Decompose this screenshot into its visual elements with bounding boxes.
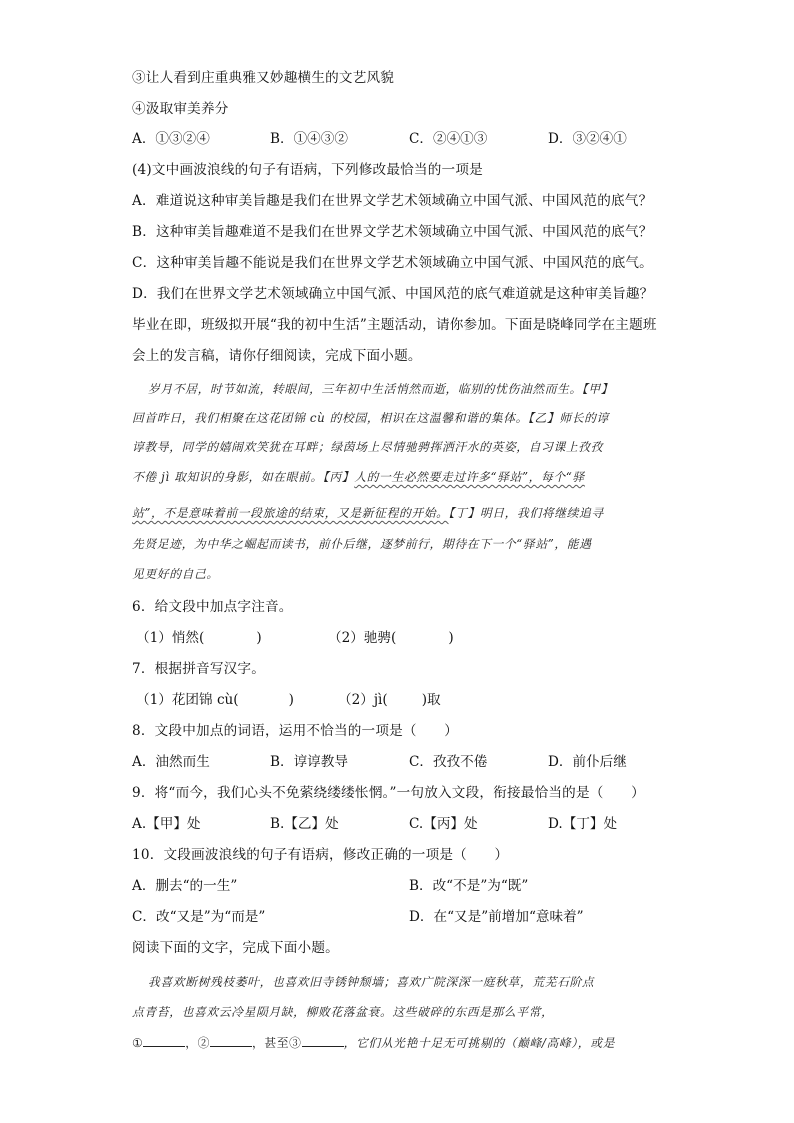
passage-line [132, 505, 604, 521]
q7-part2[interactable] [338, 691, 441, 709]
fill-blank-2[interactable] [210, 1034, 252, 1047]
passage-text: 不倦 jì 取知识的身影，如在眼前。【丙】 [132, 470, 355, 484]
q7-stem: 7．根据拼音写汉字。 [132, 661, 265, 677]
wavy-underlined-sentence: 人的一生必然要走过许多“驿站”，每个“驿 [354, 470, 585, 484]
q5-option-c[interactable]: C．②④①③ [409, 131, 488, 147]
q8-option-b[interactable]: B．谆谆教导 [270, 754, 348, 770]
q10-option-a[interactable]: A．删去“的一生” [132, 878, 238, 894]
q7-part1-label: （1）花团锦 cù( [136, 692, 239, 708]
q6-part2[interactable] [328, 629, 454, 647]
passage-line: 岁月不居，时节如流，转眼间，三年初中生活悄然而逝，临别的忧伤油然而生。【甲】 [148, 382, 614, 396]
q8-stem: 8．文段中加点的词语，运用不恰当的一项是（ ） [132, 723, 459, 739]
passage-line [132, 1034, 615, 1051]
q6-part2-label: （2）驰骋( [328, 630, 397, 646]
intro-paragraph-line2: 会上的发言稿，请你仔细阅读，完成下面小题。 [132, 348, 422, 364]
passage-line: 见更好的自己。 [132, 567, 219, 581]
wavy-underlined-sentence: 站”，不是意味着前一段旅途的结束，又是新征程的开始。 [132, 506, 449, 520]
q9-option-a[interactable]: A.【甲】处 [132, 816, 201, 832]
q5-4-option-b[interactable]: B．这种审美旨趣难道不是我们在世界文学艺术领域确立中国气派、中国风范的底气？ [132, 224, 653, 240]
q9-option-b[interactable]: B.【乙】处 [270, 816, 339, 832]
passage-line: 先贤足迹，为中华之崛起而读书，前仆后继，逐梦前行，期待在下一个“驿站”，能遇 [132, 537, 592, 551]
q5-option-b[interactable]: B．①④③② [270, 131, 348, 147]
q5-4-stem: (4)文中画波浪线的句子有语病，下列修改最恰当的一项是 [132, 162, 483, 178]
q6-part1-label: （1）悄然( [136, 630, 205, 646]
q7-part1[interactable] [136, 691, 294, 709]
q9-option-c[interactable]: C.【丙】处 [409, 816, 478, 832]
passage-text: ，它们从光艳十足无可挑剔的（巅峰/高峰），或是 [343, 1036, 615, 1050]
q5-option-d[interactable]: D．③②④① [548, 131, 627, 147]
q8-option-a[interactable]: A．油然而生 [132, 754, 210, 770]
q5-4-option-a[interactable]: A．难道说这种审美旨趣是我们在世界文学艺术领域确立中国气派、中国风范的底气？ [132, 193, 653, 209]
q9-option-d[interactable]: D.【丁】处 [548, 816, 618, 832]
q8-option-c[interactable]: C．孜孜不倦 [409, 754, 488, 770]
blank-number-2: ，② [185, 1036, 210, 1050]
passage-line [132, 469, 585, 485]
passage-line: 我喜欢断树残枝萎叶，也喜欢旧寺锈钟颓墙；喜欢广院深深一庭秋草，荒芜石阶点 [148, 975, 595, 989]
blank-number-3: ，甚至③ [251, 1036, 302, 1050]
passage-line: 点青苔，也喜欢云冷星陨月缺，柳败花落盆衰。这些破碎的东西是那么平常， [132, 1005, 554, 1019]
q6-part1[interactable] [136, 629, 262, 647]
blank-number-1: ① [132, 1036, 144, 1050]
q7-part2-label: （2）jì( [338, 692, 388, 708]
q5-4-option-d[interactable]: D．我们在世界文学艺术领域确立中国气派、中国风范的底气难道就是这种审美旨趣？ [132, 286, 654, 302]
fill-blank-1[interactable] [143, 1034, 185, 1047]
q7-part2-close: )取 [421, 692, 441, 708]
passage-line: 谆教导，同学的嬉闹欢笑犹在耳畔；绿茵场上尽情驰骋挥洒汗水的英姿，自习课上孜孜 [132, 440, 604, 454]
q10-option-b[interactable]: B．改“不是”为“既” [409, 878, 529, 894]
fill-blank-3[interactable] [302, 1034, 344, 1047]
q10-option-d[interactable]: D．在“又是”前增加“意味着” [409, 909, 584, 925]
q5-option-a[interactable]: A．①③②④ [132, 131, 210, 147]
reading-intro: 阅读下面的文字，完成下面小题。 [132, 940, 339, 956]
intro-paragraph-line1: 毕业在即，班级拟开展“我的初中生活”主题活动，请你参加。下面是晓峰同学在主题班 [132, 317, 657, 333]
q5-item4: ④汲取审美养分 [132, 101, 229, 117]
q6-part2-close: ) [448, 630, 454, 646]
q9-stem: 9．将“而今，我们心头不免萦绕缕缕怅惘。”一句放入文段，衔接最恰当的是（ ） [132, 785, 645, 801]
q5-item3: ③让人看到庄重典雅又妙趣横生的文艺风貌 [132, 70, 395, 86]
passage-line: 回首昨日，我们相聚在这花团锦 cù 的校园，相识在这温馨和谐的集体。【乙】师长的谆 [132, 411, 609, 425]
q10-stem: 10．文段画波浪线的句子有语病，修改正确的一项是（ ） [132, 847, 509, 863]
q5-4-option-c[interactable]: C．这种审美旨趣不能说是我们在世界文学艺术领域确立中国气派、中国风范的底气。 [132, 255, 653, 271]
q8-option-d[interactable]: D．前仆后继 [548, 754, 627, 770]
q6-stem: 6．给文段中加点字注音。 [132, 599, 293, 615]
passage-text: 【丁】明日，我们将继续追寻 [448, 506, 604, 520]
q6-part1-close: ) [256, 630, 262, 646]
q7-part1-close: ) [288, 692, 294, 708]
q10-option-c[interactable]: C．改“又是”为“而是” [132, 909, 266, 925]
